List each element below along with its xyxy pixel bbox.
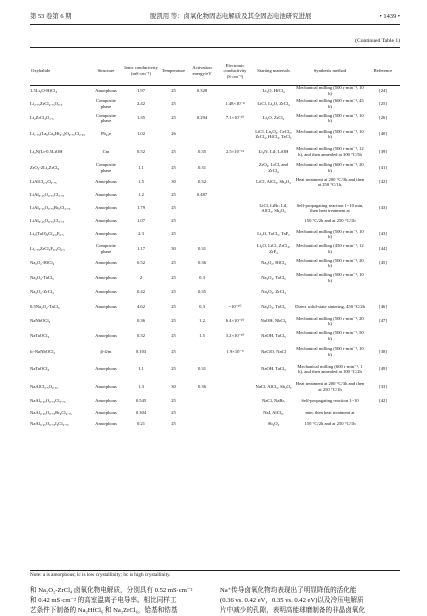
cell-temperature: 25 xyxy=(171,398,176,404)
cell-ionic-conductivity: 1.3 xyxy=(138,383,144,389)
cell-ionic-conductivity: 1.17 xyxy=(136,245,146,251)
cell-temperature: 25 xyxy=(171,366,176,372)
cell-structure: Amorphous xyxy=(95,179,117,185)
cell-synthesis-method: Direct solid-state sintering, 450 °C/2h xyxy=(295,303,365,309)
cell-electronic-conductivity: 1.48×10⁻⁸ xyxy=(225,100,245,106)
cell-oxyhalide: Li₁.₇₅(La₀Ca₀Hf₀.₂)O₀.₇₅Cl₂.₂₅ xyxy=(30,131,86,137)
cell-synthesis-method: Mechanical milling (500 r·min⁻¹, 20 h) xyxy=(296,257,364,269)
col-reference: Reference xyxy=(373,68,393,74)
cell-activation-energy: 0.36 xyxy=(197,260,207,266)
cell-ionic-conductivity: 0.36 xyxy=(136,318,146,324)
table-row xyxy=(30,361,400,379)
cell-ionic-conductivity: 1.07 xyxy=(136,218,146,224)
cell-structure: β-4/m xyxy=(100,348,112,354)
cell-structure: Amorphous xyxy=(95,274,117,280)
body-line: 和 0.42 mS·cm⁻² 的高室温离子电导率。相比同样工 xyxy=(30,597,177,604)
col-electronic-conductivity: Electronic conductivity (S·cm⁻¹) xyxy=(223,62,247,79)
cell-starting-materials: LiCl, Li₂O, ZrCl₄ xyxy=(257,100,290,106)
cell-electronic-conductivity xyxy=(217,271,253,286)
cell-electronic-conductivity xyxy=(217,85,253,97)
cell-electronic-conductivity xyxy=(217,216,253,228)
cell-electronic-conductivity xyxy=(217,201,253,216)
cell-activation-energy: 1.5 xyxy=(199,332,205,338)
cell-reference: [25] xyxy=(379,100,387,106)
col-structure: Structure xyxy=(97,68,115,74)
cell-reference: [47] xyxy=(379,318,387,324)
cell-temperature: 26 xyxy=(171,131,176,137)
cell-starting-materials: LiCl, AlCl₃, Sb₂O₃ xyxy=(256,179,291,185)
cell-oxyhalide: 1.5Li₂O-HfCl₄ xyxy=(30,87,58,93)
cell-ionic-conductivity: 1.1 xyxy=(138,164,144,170)
cell-structure: Amorphous xyxy=(95,218,117,224)
cell-structure: Amorphous xyxy=(95,409,117,415)
cell-ionic-conductivity: 1.79 xyxy=(136,205,146,211)
table-row xyxy=(30,227,400,242)
table-row xyxy=(30,300,400,315)
cell-activation-energy: 1.2 xyxy=(199,318,205,324)
cell-starting-materials: NaOH, NbCl₅ xyxy=(260,318,287,324)
table-body xyxy=(30,85,400,430)
cell-electronic-conductivity xyxy=(217,175,253,190)
body-line: 和 Na₂O₂-ZrCl₄ 卤氧化物电解质，分别具有 0.52 mS·cm⁻² xyxy=(30,587,193,594)
cell-ionic-conductivity: 1.1 xyxy=(138,366,144,372)
cell-starting-materials: NaCl, AlCl₃, Sb₂O₃ xyxy=(255,383,292,389)
cell-electronic-conductivity: ~10⁻¹⁰ xyxy=(228,303,242,309)
cell-synthesis-method: Self-propagating reaction 1~10 xyxy=(301,398,359,404)
cell-starting-materials: Li₂O, ZrCl₄ xyxy=(262,115,285,121)
cell-oxyhalide: Li₂(TaO)₀Cl₄.₆F₀.₅ xyxy=(30,231,64,237)
table-header-row xyxy=(30,57,400,85)
cell-reference: [45] xyxy=(379,260,387,266)
running-header xyxy=(30,11,400,23)
cell-oxyhalide: NaAl₀.₂₅O₀.₇₅I₀Cl₂.₇₅ xyxy=(30,421,69,427)
cell-oxyhalide: NaTaOCl₄ xyxy=(30,332,50,338)
page-number: • 1439 • xyxy=(379,13,400,20)
journal-volume: 第 53 卷第 6 期 xyxy=(30,13,72,20)
cell-oxyhalide: lc-NaNbOCl₄ xyxy=(30,348,56,354)
col-activation-energy: Activation energy/eV xyxy=(192,65,212,76)
cell-temperature: 25 xyxy=(171,274,176,280)
table-row xyxy=(30,256,400,271)
cell-synthesis-method: Heat treatment at 200 °C/3h and then at 250 °C/1h xyxy=(295,381,365,392)
cell-reference: [41] xyxy=(379,164,387,170)
body-line: 片中减少的孔隙，表明高能球磨制备的非晶卤氧化 xyxy=(220,607,366,614)
cell-starting-materials: LiCl, La₂O₃, CeCl₃, ZrCl₄, HfCl₄, TaCl₅ xyxy=(255,128,292,140)
cell-activation-energy: 0.294 xyxy=(196,115,208,121)
cell-structure: Amorphous xyxy=(95,303,117,309)
cell-temperature: 25 xyxy=(171,303,176,309)
cell-structure: Composite phase xyxy=(96,243,116,254)
cell-oxyhalide: Li₂.₇₅ZrCl₄.₇₅O₀.₅ xyxy=(30,100,63,106)
cell-reference xyxy=(366,329,400,344)
body-text-left xyxy=(30,586,210,616)
cell-electronic-conductivity xyxy=(217,396,253,408)
cell-temperature: 30 xyxy=(171,245,176,251)
cell-temperature: 25 xyxy=(171,318,176,324)
cell-temperature: 25 xyxy=(171,218,176,224)
cell-starting-materials: NaOH, TaCl₅ xyxy=(261,366,286,372)
cell-reference: [42] xyxy=(379,179,387,185)
cell-synthesis-method: Mechanical milling (500 r·min⁻¹, 50 h) xyxy=(296,330,364,341)
col-ionic-conductivity: Ionic conductivity (mS·cm⁻¹) xyxy=(124,65,158,76)
cell-structure: Amorphous xyxy=(95,398,117,404)
cell-electronic-conductivity: 6.4×10⁻¹⁰ xyxy=(225,318,245,324)
cell-synthesis-method xyxy=(294,190,366,202)
cell-oxyhalide: LiAl₀.₂₅O₀.₇₅Cl₃.₇₅ xyxy=(30,192,65,198)
table-row xyxy=(30,314,400,329)
cell-oxyhalide: Li₂ZrCl₄O₁.₅ xyxy=(30,115,54,121)
table-row xyxy=(30,419,400,431)
cell-structure: Composite phase xyxy=(96,112,116,124)
cell-activation-energy: 0.31 xyxy=(197,164,207,170)
cell-temperature: 25 xyxy=(171,164,176,170)
cell-electronic-conductivity xyxy=(217,378,253,396)
cell-ionic-conductivity: 1.2 xyxy=(138,192,144,198)
cell-temperature: 25 xyxy=(171,332,176,338)
table-row xyxy=(30,111,400,126)
cell-synthesis-method: Heat treatment at 200 °C/3h and then at 250 °C/1h, xyxy=(295,176,365,188)
cell-electronic-conductivity xyxy=(217,256,253,271)
cell-synthesis-method: 150 °C/2h and at 250 °C/1h xyxy=(304,218,356,224)
cell-oxyhalide: LiAl₀.₂₅O₀.₇₅Cl₃.₇₅ xyxy=(30,218,65,224)
cell-structure xyxy=(90,314,122,329)
body-line: (0.36 vs. 0.42 eV，0.35 vs. 0.42 eV)以及冷压电解质 xyxy=(220,597,364,604)
table-row xyxy=(30,190,400,202)
cell-oxyhalide: ZrO₂-2Li₂ZrCl₆ xyxy=(30,164,60,170)
cell-structure: Amorphous xyxy=(95,192,117,198)
cell-electronic-conductivity xyxy=(217,361,253,379)
cell-starting-materials: NaClO, NaCl xyxy=(260,348,286,354)
cell-reference: [43] xyxy=(379,205,387,211)
cell-synthesis-method: Mechanical milling (500 r·min⁻¹, 10 h) xyxy=(296,112,364,124)
cell-structure: Amorphous xyxy=(95,260,117,266)
cell-starting-materials: Na₂O₂, TaCl₅ xyxy=(261,303,286,309)
cell-electronic-conductivity xyxy=(217,227,253,242)
table-row xyxy=(30,271,400,286)
cell-reference: [43] xyxy=(379,231,387,237)
cell-activation-energy xyxy=(187,407,217,419)
cell-temperature: 25 xyxy=(171,115,176,121)
cell-reference: [42] xyxy=(379,398,387,404)
cell-ionic-conductivity: 4.62 xyxy=(136,303,146,309)
cell-activation-energy: 0.35 xyxy=(197,289,207,295)
cell-structure: Amorphous xyxy=(95,205,117,211)
cell-electronic-conductivity: 1.9×10⁻⁹ xyxy=(226,348,244,354)
table-row xyxy=(30,329,400,344)
col-oxyhalide: Oxyhalide xyxy=(31,68,51,74)
cell-temperature: 25 xyxy=(171,289,176,295)
cell-electronic-conductivity: 2.5×10⁻¹² xyxy=(225,148,245,154)
cell-oxyhalide: LiAl₀.₂₅O₀.₇₅Br₀Cl₂.₇₅ xyxy=(30,205,71,211)
cell-temperature: 25 xyxy=(171,260,176,266)
cell-ionic-conductivity: 0.32 xyxy=(136,332,146,338)
cell-synthesis-method: Mechanical milling (500 r·min⁻¹, 10 h) xyxy=(296,346,364,357)
cell-oxyhalide: NaAl₀.₂₅O₀.₇₅Cl₃.₇₅ xyxy=(30,398,66,404)
cell-temperature: 25 xyxy=(171,192,176,198)
cell-reference: [33] xyxy=(379,383,387,389)
cell-temperature: 25 xyxy=(171,409,176,415)
cell-starting-materials: LiCl, LiBr, LiI, AlCl₃, Sb₂O₃ xyxy=(259,202,288,214)
col-starting-materials: Starting materials xyxy=(257,68,290,74)
cell-starting-materials: NaCl, NaBr, xyxy=(262,398,285,404)
table-row xyxy=(30,97,400,112)
table-row xyxy=(30,175,400,190)
cell-activation-energy xyxy=(187,97,217,112)
running-title: 脱凯用 等：卤氧化物固态电解质及其全固态电池研究进展 xyxy=(150,13,312,20)
cell-ionic-conductivity: 0.103 xyxy=(135,348,147,354)
cell-activation-energy: 0.487 xyxy=(196,192,208,198)
cell-temperature: 30 xyxy=(171,179,176,185)
cell-synthesis-method: Mechanical milling (500 r·min⁻¹, 12 h), and then annealed at 300 °C/5h xyxy=(296,146,364,157)
cell-reference: [46] xyxy=(379,303,387,309)
cell-oxyhalide: Na₂O₂-ZrCl₄ xyxy=(30,289,54,295)
cell-synthesis-method: Mechanical milling (600 r·min⁻¹, 20 h) xyxy=(296,162,364,173)
cell-reference: [44] xyxy=(379,245,387,251)
cell-starting-materials: Li₂O, HfCl₄ xyxy=(262,87,285,93)
cell-activation-energy: 0.31 xyxy=(197,245,207,251)
table-row xyxy=(30,285,400,300)
cell-electronic-conductivity xyxy=(217,242,253,257)
cell-electronic-conductivity: 7.1×10⁻¹⁰ xyxy=(225,115,245,121)
table-row xyxy=(30,378,400,396)
cell-reference: [40] xyxy=(379,131,387,137)
cell-starting-materials: ZrO₂, LiCl, and ZrCl₄ xyxy=(259,162,288,173)
cell-activation-energy: 0.36 xyxy=(197,383,207,389)
cell-oxyhalide: 0.5Na₂O₂-TaCl₅ xyxy=(30,303,60,309)
cell-activation-energy xyxy=(187,396,217,408)
cell-structure: Composite phase xyxy=(96,98,116,109)
table-row xyxy=(30,343,400,361)
cell-ionic-conductivity: 0.545 xyxy=(135,398,147,404)
cell-activation-energy: 0.3 xyxy=(199,274,205,280)
table-row xyxy=(30,242,400,257)
cell-structure: Amorphous xyxy=(95,289,117,295)
table-row xyxy=(30,216,400,228)
col-temperature: Temperature xyxy=(161,68,186,74)
table-row xyxy=(30,126,400,144)
cell-synthesis-method: Mechanical milling (500 r·min⁻¹, 10 h) xyxy=(296,272,364,283)
table-bottom-rule xyxy=(30,570,400,571)
cell-reference: [38] xyxy=(379,348,387,354)
cell-oxyhalide: NaAl₀.₂₅O₀.₇₅Br₀Cl₂.₇₅ xyxy=(30,409,72,415)
cell-activation-energy xyxy=(187,419,217,431)
table-row xyxy=(30,407,400,419)
cell-synthesis-method: Mechanical milling (500 r·min⁻¹, 10 h) xyxy=(296,228,364,240)
cell-electronic-conductivity xyxy=(217,161,253,176)
cell-ionic-conductivity: 2 xyxy=(139,274,143,280)
cell-structure: Composite phase xyxy=(96,162,116,173)
cell-oxyhalide: Na₂O₂-HfCl₄ xyxy=(30,260,55,266)
table-row xyxy=(30,143,400,161)
cell-activation-energy: 0.31 xyxy=(197,366,207,372)
cell-activation-energy: 0.32 xyxy=(197,179,207,185)
cell-starting-materials: Li₃N, LiI, LiOH xyxy=(258,148,289,154)
cell-synthesis-method: min, then heat treatment at xyxy=(305,409,355,415)
cell-reference xyxy=(366,216,400,228)
cell-ionic-conductivity: 2.42 xyxy=(136,100,146,106)
cell-temperature: 25 xyxy=(171,87,176,93)
table-footnote: Note: a is amorphous; lc is low crystallinity; hc is high crystallinity. xyxy=(30,572,171,578)
table-row xyxy=(30,396,400,408)
cell-reference xyxy=(366,271,400,286)
cell-synthesis-method xyxy=(294,285,366,300)
cell-reference xyxy=(366,419,400,431)
cell-structure: Cm xyxy=(102,148,110,154)
cell-oxyhalide: Li₁.₇₅ZrCl₃F₀.₅O₀.₅ xyxy=(30,245,65,251)
cell-temperature: 25 xyxy=(171,100,176,106)
cell-ionic-conductivity: 0.21 xyxy=(136,421,146,427)
cell-structure: Amorphous xyxy=(95,332,117,338)
cell-oxyhalide: Na₂O₂-TaCl₅ xyxy=(30,274,54,280)
cell-activation-energy: 0.35 xyxy=(197,148,207,154)
cell-starting-materials: NaOH, TaCl₅ xyxy=(261,332,286,338)
cell-reference: [49] xyxy=(379,366,387,372)
cell-activation-energy: 0.3 xyxy=(199,303,205,309)
cell-ionic-conductivity: 0.52 xyxy=(136,148,146,154)
cell-reference: [39] xyxy=(379,148,387,154)
table-top-rule xyxy=(30,47,400,48)
cell-reference: [26] xyxy=(379,115,387,121)
cell-synthesis-method: Mechanical milling (500 r·min⁻¹, 20 h) xyxy=(296,315,364,327)
body-text-right xyxy=(220,586,402,616)
cell-synthesis-method: Mechanical milling (600 r·min⁻¹, 1 h), and then annealed at 100 °C/2h xyxy=(297,363,363,375)
cell-reference xyxy=(366,285,400,300)
cell-structure: Amorphous xyxy=(95,231,117,237)
header-divider xyxy=(30,24,400,25)
body-line: Na⁺传导卤氧化物均表现出了明显降低的活化能 xyxy=(220,587,357,594)
table-row xyxy=(30,85,400,97)
cell-synthesis-method: Mechanical milling (450 r·min⁻¹, 12 h) xyxy=(296,243,364,254)
cell-ionic-conductivity: 2.3 xyxy=(138,231,144,237)
cell-starting-materials: NaI, AlCl₃, xyxy=(263,409,284,415)
cell-oxyhalide: NaAlCl₂.₅O₀.₇₅ xyxy=(30,383,58,389)
cell-ionic-conductivity: 1.5 xyxy=(138,179,144,185)
cell-oxyhalide: NaTaOCl₄ xyxy=(30,366,50,372)
cell-ionic-conductivity: 1.35 xyxy=(136,115,146,121)
cell-starting-materials: Li₂O, TaCl₅, TaF₅ xyxy=(257,231,290,237)
cell-synthesis-method: Mechanical milling (500 r·min⁻¹, 10 h) xyxy=(296,128,364,140)
cell-electronic-conductivity xyxy=(217,285,253,300)
cell-structure: Amorphous xyxy=(95,87,117,93)
cell-synthesis-method: Mechanical milling (500 r·min⁻¹, 10 h) xyxy=(296,85,364,96)
cell-reference: [24] xyxy=(379,87,387,93)
cell-electronic-conductivity xyxy=(217,126,253,144)
cell-starting-materials: Li₂O, LiCl, ZrCl₄, ZrF₄ xyxy=(256,243,291,254)
cell-temperature: 25 xyxy=(171,205,176,211)
cell-temperature: 25 xyxy=(171,348,176,354)
cell-temperature: 25 xyxy=(171,148,176,154)
cell-ionic-conductivity: 1.97 xyxy=(136,87,146,93)
cell-oxyhalide: Li₃N(Li-0.5LiOH xyxy=(30,148,63,154)
body-line: 艺条件下制备的 Na₂HfCl₆ 和 Na₂ZrCl₆，铪基和锆基 xyxy=(30,607,178,614)
oxyhalide-table xyxy=(30,57,400,430)
cell-structure: Amorphous xyxy=(95,383,117,389)
cell-oxyhalide: LiAlCl₂.₅O₀.₇₅ xyxy=(30,179,57,185)
cell-starting-materials: Na₂O₂, HfCl₄ xyxy=(261,260,286,266)
cell-temperature: 25 xyxy=(171,421,176,427)
cell-synthesis-method: Self-propagating reaction 1~10 min, then heat treatment at xyxy=(296,202,364,214)
continued-table-note: (Continued Table 1) xyxy=(355,38,400,44)
cell-activation-energy xyxy=(187,216,217,228)
cell-structure: Amorphous xyxy=(95,366,117,372)
cell-starting-materials: Na₂O₂, TaCl₅ xyxy=(261,274,286,280)
cell-ionic-conductivity: 0.52 xyxy=(136,260,146,266)
cell-ionic-conductivity: 1.02 xyxy=(136,131,146,137)
cell-electronic-conductivity xyxy=(217,419,253,431)
cell-starting-materials: Na₂O₂, ZrCl₄ xyxy=(261,289,286,295)
cell-starting-materials xyxy=(253,216,294,228)
cell-synthesis-method: Mechanical milling (600 r·min⁻¹, 45 h) xyxy=(296,98,364,109)
cell-activation-energy: 0.328 xyxy=(196,87,208,93)
cell-activation-energy xyxy=(187,227,217,242)
cell-structure: Amorphous xyxy=(95,421,117,427)
cell-electronic-conductivity xyxy=(217,407,253,419)
table-row xyxy=(30,201,400,216)
cell-ionic-conductivity: 0.42 xyxy=(136,289,146,295)
cell-reference xyxy=(366,190,400,202)
cell-electronic-conductivity: 3.2×10⁻¹⁰ xyxy=(225,332,245,338)
cell-activation-energy xyxy=(187,343,217,361)
cell-activation-energy xyxy=(187,201,217,216)
cell-structure: Pb₂₃e xyxy=(100,131,112,137)
cell-temperature: 25 xyxy=(171,231,176,237)
cell-temperature: 30 xyxy=(171,383,176,389)
cell-reference xyxy=(366,407,400,419)
col-synthesis-method: Synthesis method xyxy=(313,68,347,74)
cell-starting-materials xyxy=(253,190,294,202)
cell-ionic-conductivity: 0.304 xyxy=(135,409,147,415)
table-row xyxy=(30,161,400,176)
cell-electronic-conductivity xyxy=(217,190,253,202)
cell-activation-energy xyxy=(187,126,217,144)
cell-oxyhalide: NaNbOCl₄ xyxy=(30,318,51,324)
cell-starting-materials: Sb₂O₃ xyxy=(267,421,280,427)
cell-synthesis-method: 150 °C/2h and at 250 °C/1h xyxy=(304,421,356,427)
